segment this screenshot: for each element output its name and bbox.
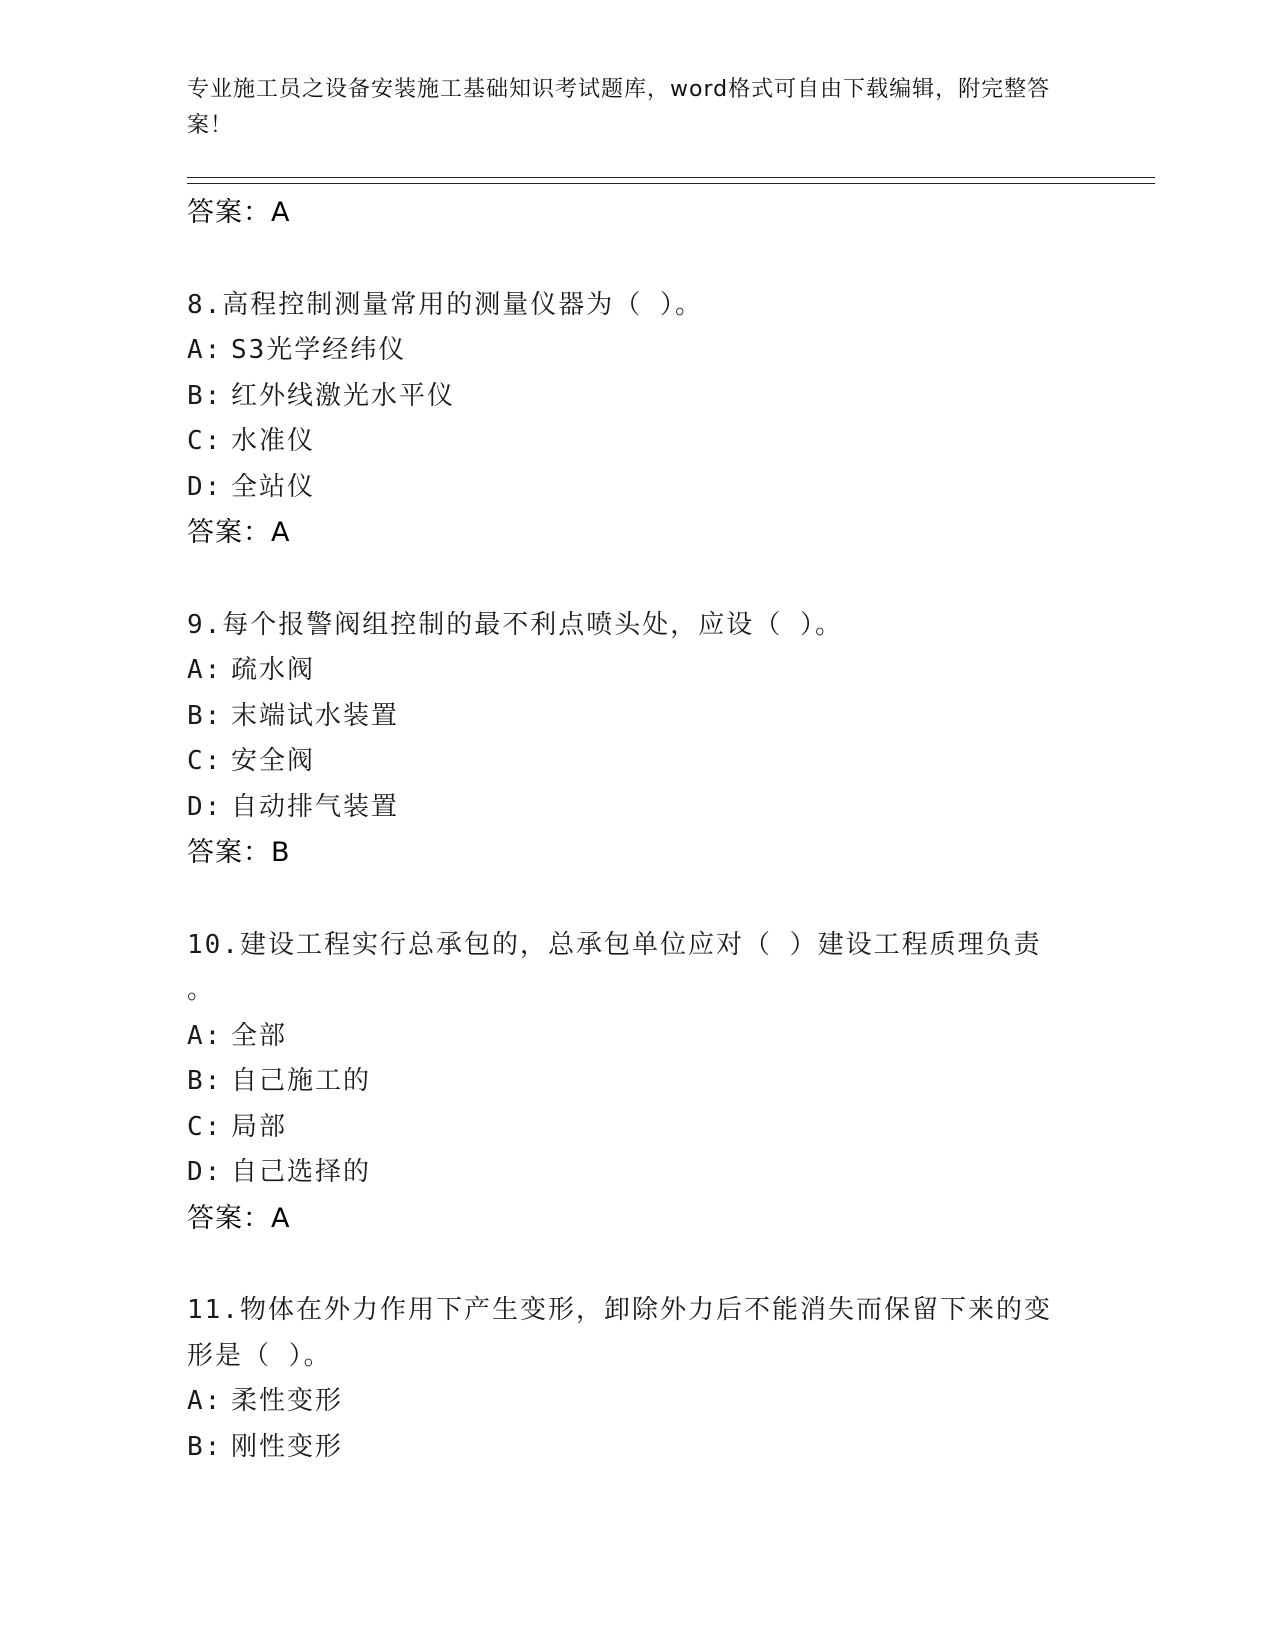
- option-text: 柔性变形: [231, 1386, 344, 1416]
- option-d: [187, 465, 1087, 511]
- option-text: 全站仪: [231, 471, 316, 502]
- question-stem: 10.建设工程实行总承包的，总承包单位应对（ ）建设工程质理负责: [187, 929, 1042, 960]
- option-c: [187, 419, 1087, 465]
- option-text: 刚性变形: [231, 1431, 344, 1462]
- option-text: 自己施工的: [231, 1066, 372, 1096]
- option-text: 疏水阀: [231, 655, 316, 685]
- option-a: [187, 1014, 1087, 1060]
- option-letter: B:: [187, 700, 223, 731]
- header-divider-top: [187, 177, 1155, 178]
- option-letter: D:: [187, 791, 223, 822]
- option-letter: A:: [187, 655, 223, 685]
- option-a: [187, 328, 1087, 374]
- question-list: [187, 190, 1087, 1470]
- option-c: [187, 739, 1087, 785]
- option-text: 安全阀: [231, 746, 316, 776]
- option-letter: B:: [187, 380, 223, 411]
- option-letter: D:: [187, 471, 223, 502]
- option-text: S3光学经纬仪: [231, 335, 407, 365]
- header-divider-bottom: [187, 183, 1155, 184]
- option-text: 自动排气装置: [231, 791, 400, 822]
- option-letter: D:: [187, 1157, 223, 1187]
- answer: 答案：A: [187, 517, 291, 548]
- option-d: [187, 785, 1087, 831]
- option-text: 水准仪: [231, 426, 316, 456]
- option-b: [187, 374, 1087, 420]
- document-header: 专业施工员之设备安装施工基础知识考试题库，word格式可自由下载编辑，附完整答案！: [187, 77, 1051, 138]
- answer: 答案：B: [187, 837, 291, 868]
- question-stem-continued: 形是（ ）。: [187, 1340, 332, 1371]
- option-letter: C:: [187, 1111, 223, 1142]
- option-text: 自己选择的: [231, 1157, 372, 1187]
- option-c: [187, 1105, 1087, 1151]
- option-text: 红外线激光水平仪: [231, 380, 456, 411]
- question-stem-continued: 。: [187, 975, 216, 1005]
- option-b: [187, 1425, 1087, 1471]
- option-letter: C:: [187, 426, 223, 456]
- option-a: [187, 648, 1087, 694]
- option-letter: B:: [187, 1431, 223, 1462]
- answer: 答案：A: [187, 1202, 291, 1234]
- option-text: 全部: [231, 1020, 288, 1051]
- option-a: [187, 1379, 1087, 1425]
- option-text: 局部: [231, 1111, 288, 1142]
- option-letter: B:: [187, 1066, 223, 1096]
- option-b: [187, 694, 1087, 740]
- question-stem: 11.物体在外力作用下产生变形，卸除外力后不能消失而保留下来的变: [187, 1295, 1052, 1325]
- option-text: 末端试水装置: [231, 700, 400, 731]
- option-letter: C:: [187, 746, 223, 776]
- question-stem: 8.高程控制测量常用的测量仪器为（ ）。: [187, 289, 703, 320]
- option-letter: A:: [187, 335, 223, 365]
- previous-answer: 答案：A: [187, 197, 291, 228]
- option-letter: A:: [187, 1020, 223, 1051]
- question-stem: 9.每个报警阀组控制的最不利点喷头处，应设（ ）。: [187, 609, 843, 640]
- option-b: [187, 1059, 1087, 1105]
- option-letter: A:: [187, 1386, 223, 1416]
- option-d: [187, 1150, 1087, 1196]
